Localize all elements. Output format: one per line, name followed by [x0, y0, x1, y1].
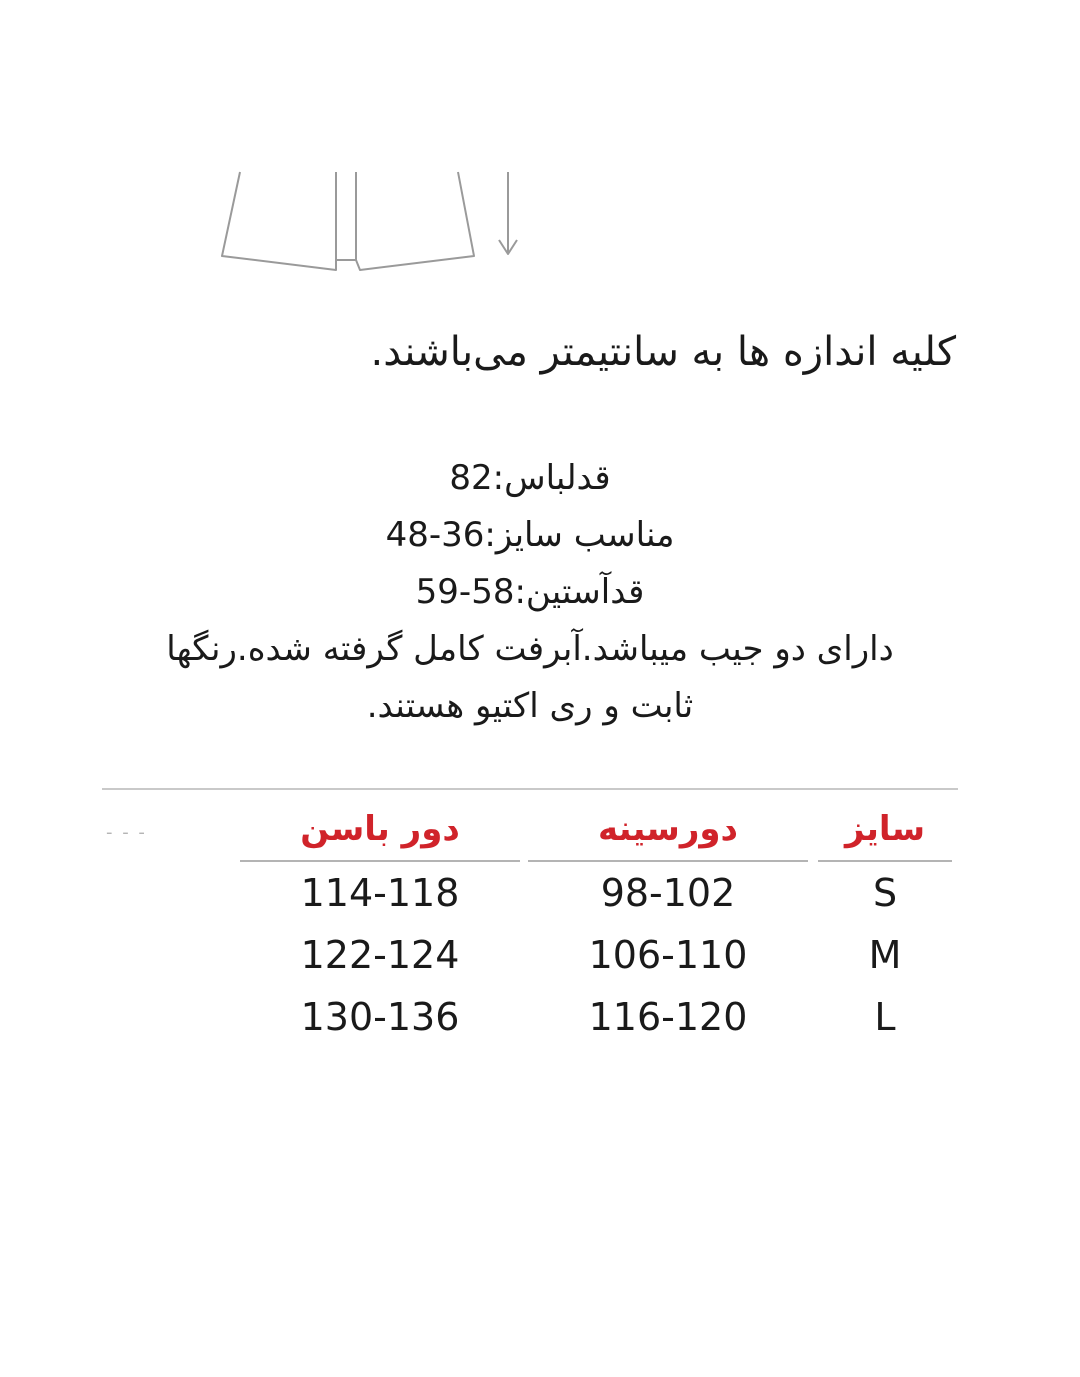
table-cell-hip: 114-118	[300, 871, 460, 915]
table-cell-size: L	[874, 995, 896, 1039]
garment-length: قدلباس:82	[449, 458, 611, 498]
header-hip: دور باسن	[240, 804, 520, 862]
measurement-unit-note: کلیه اندازه ها به سانتیمتر می‌باشند.	[370, 329, 956, 375]
table-cell-chest: 116-120	[588, 995, 748, 1039]
table-cell-chest: 98-102	[600, 871, 736, 915]
dash-marker: - - -	[106, 822, 147, 843]
table-cell-size: M	[868, 933, 902, 977]
description-line-1: دارای دو جیب میباشد.آبرفت کامل گرفته شده.رنگها	[166, 629, 894, 669]
table-cell-hip: 122-124	[300, 933, 460, 977]
size-fit: مناسب سایز:36-48	[385, 515, 675, 555]
table-cell-hip: 130-136	[300, 995, 460, 1039]
header-chest: دورسینه	[528, 804, 808, 862]
table-top-divider	[102, 788, 958, 790]
product-specs	[100, 450, 960, 735]
sleeve-length: قدآستین:58-59	[415, 572, 645, 612]
table-cell-size: S	[872, 871, 898, 915]
garment-sketch-icon	[210, 160, 550, 290]
header-size: سایز	[818, 804, 952, 862]
description-line-2: ثابت و ری اکتیو هستند.	[366, 686, 694, 726]
table-cell-chest: 106-110	[588, 933, 748, 977]
